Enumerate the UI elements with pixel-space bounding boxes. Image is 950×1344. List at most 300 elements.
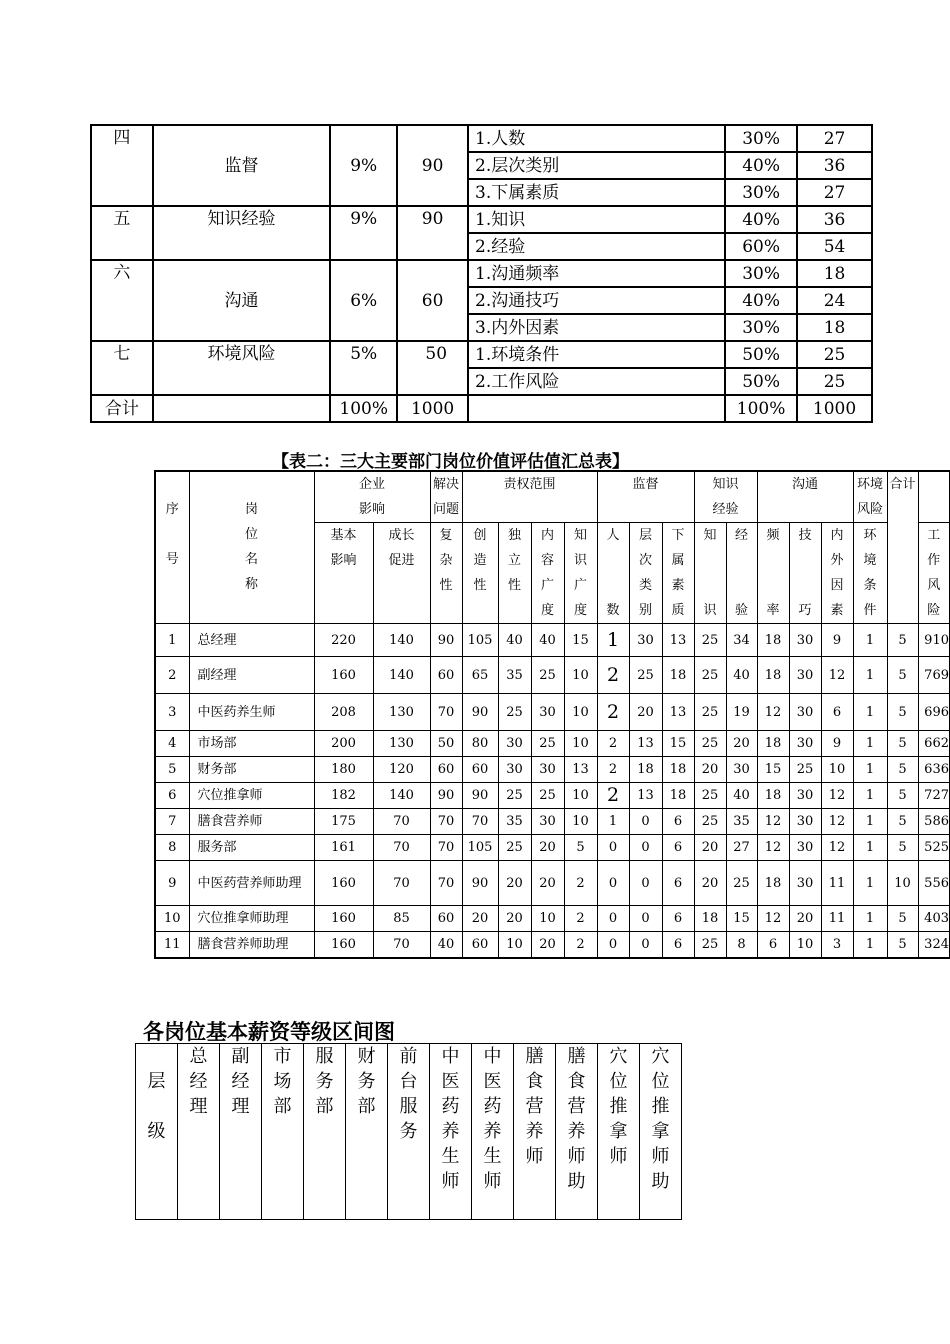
header-sub: 内 容 广 度 — [531, 523, 564, 624]
row-value: 18 — [662, 657, 694, 694]
row-value: 5 — [887, 835, 918, 861]
factor-number: 七 — [91, 341, 153, 395]
row-value: 30 — [789, 835, 821, 861]
row-value: 70 — [373, 835, 430, 861]
sub-factor-name: 2.工作风险 — [468, 368, 725, 395]
row-value: 2 — [597, 694, 629, 731]
row-value: 30 — [726, 757, 757, 783]
row-value: 5 — [887, 624, 918, 657]
sub-factor-value: 54 — [797, 233, 872, 260]
header-group: 责权范围 — [462, 471, 597, 523]
row-value: 35 — [498, 809, 531, 835]
row-value: 6 — [662, 861, 694, 906]
factor-number: 五 — [91, 206, 153, 260]
row-value: 140 — [373, 624, 430, 657]
header-sub: 知 识 — [694, 523, 726, 624]
header-group: 合计 — [887, 471, 918, 624]
row-value: 0 — [629, 809, 662, 835]
row-value: 220 — [314, 624, 373, 657]
header-no: 序 号 — [155, 471, 189, 624]
row-value: 90 — [430, 783, 462, 809]
row-value: 90 — [430, 624, 462, 657]
row-value: 10 — [564, 657, 597, 694]
row-value: 9 — [821, 731, 853, 757]
table-row — [155, 731, 950, 757]
row-value: 70 — [462, 809, 498, 835]
sub-factor-name: 2.层次类别 — [468, 152, 725, 179]
row-number: 3 — [155, 694, 189, 731]
sub-factor-percent: 40% — [725, 152, 797, 179]
row-value: 20 — [694, 757, 726, 783]
row-value: 12 — [821, 657, 853, 694]
sub-factor-name: 2.经验 — [468, 233, 725, 260]
row-value: 1 — [853, 694, 887, 731]
header-sub: 技 巧 — [789, 523, 821, 624]
post-column-header: 中 医 药 养 生 师 — [472, 1044, 514, 1220]
factor-weight: 5% — [330, 341, 397, 395]
header-group: 沟通 — [757, 471, 853, 523]
row-value: 2 — [564, 932, 597, 959]
factor-weight: 9% — [330, 206, 397, 260]
total-weight: 100% — [330, 395, 397, 422]
factor-name: 环境风险 — [153, 341, 330, 395]
row-value: 13 — [662, 694, 694, 731]
row-value: 10 — [821, 757, 853, 783]
row-value: 60 — [462, 757, 498, 783]
row-value: 727 — [918, 783, 950, 809]
row-value: 20 — [789, 906, 821, 932]
factor-row — [91, 125, 872, 152]
sub-factor-name: 3.下属素质 — [468, 179, 725, 206]
factor-row — [91, 260, 872, 287]
row-number: 2 — [155, 657, 189, 694]
row-number: 1 — [155, 624, 189, 657]
factor-name: 知识经验 — [153, 206, 330, 260]
sub-factor-name: 1.人数 — [468, 125, 725, 152]
row-number: 7 — [155, 809, 189, 835]
header-sub: 基本 影响 — [314, 523, 373, 624]
row-value: 70 — [373, 932, 430, 959]
row-post-name: 中医药养生师 — [189, 694, 314, 731]
factor-weight: 9% — [330, 125, 397, 206]
header-group: 企业 影响 — [314, 471, 430, 523]
row-value: 1 — [853, 835, 887, 861]
row-value: 30 — [531, 694, 564, 731]
empty-cell — [468, 395, 725, 422]
sub-factor-value: 27 — [797, 125, 872, 152]
header-post: 岗 位 名 称 — [189, 471, 314, 624]
post-column-header: 服 务 部 — [304, 1044, 346, 1220]
row-value: 40 — [498, 624, 531, 657]
row-post-name: 穴位推拿师 — [189, 783, 314, 809]
row-value: 5 — [887, 694, 918, 731]
row-value: 30 — [498, 731, 531, 757]
row-value: 18 — [694, 906, 726, 932]
table-row — [155, 783, 950, 809]
row-value: 35 — [498, 657, 531, 694]
row-value: 0 — [597, 932, 629, 959]
row-value: 18 — [757, 731, 789, 757]
row-value: 180 — [314, 757, 373, 783]
row-value: 30 — [789, 731, 821, 757]
empty-cell — [153, 395, 330, 422]
row-post-name: 膳食营养师 — [189, 809, 314, 835]
row-value: 2 — [597, 731, 629, 757]
row-value: 35 — [726, 809, 757, 835]
row-value: 70 — [430, 694, 462, 731]
header-sub: 层 次 类 别 — [629, 523, 662, 624]
row-value: 5 — [887, 906, 918, 932]
header-sub: 环 境 条 件 — [853, 523, 887, 624]
row-value: 10 — [564, 809, 597, 835]
row-value: 10 — [564, 694, 597, 731]
row-value: 20 — [531, 861, 564, 906]
row-value: 13 — [629, 731, 662, 757]
row-value: 30 — [629, 624, 662, 657]
row-value: 160 — [314, 932, 373, 959]
row-value: 25 — [694, 783, 726, 809]
post-column-header: 财 务 部 — [346, 1044, 388, 1220]
total-row — [91, 395, 872, 422]
row-post-name: 穴位推拿师助理 — [189, 906, 314, 932]
row-value: 105 — [462, 624, 498, 657]
row-value: 6 — [662, 906, 694, 932]
row-value: 40 — [430, 932, 462, 959]
row-value: 40 — [726, 783, 757, 809]
row-value: 70 — [373, 861, 430, 906]
row-value: 20 — [531, 835, 564, 861]
table-row — [155, 694, 950, 731]
position-value-summary-table — [154, 470, 950, 959]
factor-weight: 6% — [330, 260, 397, 341]
row-value: 20 — [531, 932, 564, 959]
row-value: 15 — [564, 624, 597, 657]
row-post-name: 副经理 — [189, 657, 314, 694]
row-value: 30 — [498, 757, 531, 783]
row-value: 30 — [789, 624, 821, 657]
evaluation-factor-table — [90, 124, 873, 423]
post-column-header: 穴 位 推 拿 师 助 — [640, 1044, 682, 1220]
header-sub: 内 外 因 素 — [821, 523, 853, 624]
row-value: 0 — [629, 861, 662, 906]
row-value: 696 — [918, 694, 950, 731]
factor-name: 沟通 — [153, 260, 330, 341]
factor-score: 50 — [397, 341, 468, 395]
row-post-name: 中医药营养师助理 — [189, 861, 314, 906]
row-value: 18 — [629, 757, 662, 783]
row-value: 12 — [757, 835, 789, 861]
row-value: 15 — [662, 731, 694, 757]
row-value: 70 — [430, 809, 462, 835]
row-value: 15 — [726, 906, 757, 932]
sub-factor-value: 27 — [797, 179, 872, 206]
row-value: 12 — [821, 809, 853, 835]
row-value: 586 — [918, 809, 950, 835]
row-value: 25 — [694, 932, 726, 959]
row-value: 18 — [757, 861, 789, 906]
table2-caption: 【表二：三大主要部门岗位价值评估值汇总表】 — [272, 452, 629, 472]
sub-factor-name: 3.内外因素 — [468, 314, 725, 341]
row-value: 20 — [498, 906, 531, 932]
sub-factor-name: 1.环境条件 — [468, 341, 725, 368]
row-value: 160 — [314, 906, 373, 932]
row-value: 0 — [597, 861, 629, 906]
row-value: 34 — [726, 624, 757, 657]
row-value: 30 — [531, 809, 564, 835]
header-group: 解决 问题 — [430, 471, 462, 523]
row-value: 25 — [531, 783, 564, 809]
row-number: 9 — [155, 861, 189, 906]
header-sub: 复 杂 性 — [430, 523, 462, 624]
header-row — [155, 471, 950, 523]
row-value: 20 — [629, 694, 662, 731]
sub-factor-value: 25 — [797, 341, 872, 368]
row-number: 6 — [155, 783, 189, 809]
sub-factor-percent: 30% — [725, 125, 797, 152]
sub-factor-name: 1.知识 — [468, 206, 725, 233]
sub-factor-percent: 30% — [725, 314, 797, 341]
table-row — [155, 657, 950, 694]
sub-factor-value: 18 — [797, 260, 872, 287]
row-value: 2 — [564, 906, 597, 932]
row-value: 1 — [853, 932, 887, 959]
row-value: 1 — [597, 809, 629, 835]
row-value: 12 — [757, 906, 789, 932]
row-value: 6 — [662, 809, 694, 835]
row-value: 13 — [662, 624, 694, 657]
row-value: 25 — [789, 757, 821, 783]
row-value: 0 — [629, 932, 662, 959]
post-column-header: 总 经 理 — [178, 1044, 220, 1220]
row-value: 11 — [821, 861, 853, 906]
row-value: 25 — [694, 694, 726, 731]
header-sub: 知 识 广 度 — [564, 523, 597, 624]
sub-factor-percent: 40% — [725, 287, 797, 314]
row-value: 5 — [887, 657, 918, 694]
row-value: 6 — [757, 932, 789, 959]
table-row — [155, 624, 950, 657]
row-value: 1 — [853, 731, 887, 757]
row-value: 1 — [853, 757, 887, 783]
sub-factor-value: 25 — [797, 368, 872, 395]
header-sub: 成长 促进 — [373, 523, 430, 624]
row-value: 25 — [498, 694, 531, 731]
row-value: 60 — [430, 906, 462, 932]
row-value: 13 — [629, 783, 662, 809]
row-value: 12 — [757, 694, 789, 731]
row-value: 636 — [918, 757, 950, 783]
row-value: 70 — [430, 835, 462, 861]
row-number: 5 — [155, 757, 189, 783]
row-value: 20 — [694, 861, 726, 906]
row-value: 15 — [757, 757, 789, 783]
factor-row — [91, 341, 872, 368]
row-value: 5 — [887, 932, 918, 959]
table-row — [155, 932, 950, 959]
sub-factor-percent: 50% — [725, 341, 797, 368]
level-header: 层 级 — [136, 1044, 178, 1220]
header-sub: 人 数 — [597, 523, 629, 624]
header-group: 知识 经验 — [694, 471, 757, 523]
salary-grade-heading: 各岗位基本薪资等级区间图 — [143, 1020, 395, 1044]
table-row — [155, 835, 950, 861]
row-value: 182 — [314, 783, 373, 809]
row-number: 11 — [155, 932, 189, 959]
factor-number: 四 — [91, 125, 153, 206]
row-value: 65 — [462, 657, 498, 694]
row-value: 0 — [629, 906, 662, 932]
row-value: 18 — [757, 783, 789, 809]
factor-row — [91, 206, 872, 233]
row-value: 11 — [821, 906, 853, 932]
row-number: 8 — [155, 835, 189, 861]
row-value: 30 — [531, 757, 564, 783]
post-column-header: 穴 位 推 拿 师 — [598, 1044, 640, 1220]
table-row — [155, 906, 950, 932]
row-value: 324 — [918, 932, 950, 959]
row-value: 6 — [662, 932, 694, 959]
row-value: 18 — [757, 624, 789, 657]
row-value: 662 — [918, 731, 950, 757]
row-value: 25 — [531, 657, 564, 694]
row-value: 5 — [564, 835, 597, 861]
row-value: 0 — [597, 835, 629, 861]
total-score: 1000 — [397, 395, 468, 422]
post-column-header: 市 场 部 — [262, 1044, 304, 1220]
sub-factor-value: 24 — [797, 287, 872, 314]
row-value: 12 — [821, 783, 853, 809]
row-value: 13 — [564, 757, 597, 783]
row-value: 8 — [726, 932, 757, 959]
row-value: 25 — [694, 624, 726, 657]
row-value: 70 — [373, 809, 430, 835]
row-value: 70 — [430, 861, 462, 906]
row-value: 60 — [462, 932, 498, 959]
sub-factor-name: 2.沟通技巧 — [468, 287, 725, 314]
row-value: 130 — [373, 731, 430, 757]
row-value: 10 — [564, 783, 597, 809]
table-row — [155, 757, 950, 783]
row-value: 20 — [498, 861, 531, 906]
row-value: 18 — [662, 757, 694, 783]
header-sub: 下 属 素 质 — [662, 523, 694, 624]
row-value: 0 — [597, 906, 629, 932]
row-value: 3 — [821, 932, 853, 959]
row-value: 1 — [853, 624, 887, 657]
row-value: 9 — [821, 624, 853, 657]
row-value: 50 — [430, 731, 462, 757]
row-post-name: 财务部 — [189, 757, 314, 783]
row-value: 2 — [597, 757, 629, 783]
post-column-header: 前 台 服 务 — [388, 1044, 430, 1220]
row-value: 1 — [853, 861, 887, 906]
row-post-name: 服务部 — [189, 835, 314, 861]
row-value: 25 — [498, 835, 531, 861]
header-group: 监督 — [597, 471, 694, 523]
row-number: 10 — [155, 906, 189, 932]
row-value: 90 — [462, 861, 498, 906]
row-value: 0 — [629, 835, 662, 861]
post-column-header: 副 经 理 — [220, 1044, 262, 1220]
sub-factor-value: 36 — [797, 152, 872, 179]
post-column-header: 中 医 药 养 生 师 — [430, 1044, 472, 1220]
row-value: 25 — [726, 861, 757, 906]
row-post-name: 市场部 — [189, 731, 314, 757]
row-value: 1 — [853, 906, 887, 932]
row-value: 2 — [564, 861, 597, 906]
row-value: 105 — [462, 835, 498, 861]
header-sub: 独 立 性 — [498, 523, 531, 624]
row-value: 25 — [498, 783, 531, 809]
row-value: 60 — [430, 657, 462, 694]
row-value: 2 — [597, 657, 629, 694]
table-row — [155, 861, 950, 906]
row-value: 5 — [887, 809, 918, 835]
row-value: 175 — [314, 809, 373, 835]
salary-grade-table — [135, 1043, 682, 1220]
sub-factor-name: 1.沟通频率 — [468, 260, 725, 287]
row-value: 769 — [918, 657, 950, 694]
row-value: 40 — [531, 624, 564, 657]
row-value: 5 — [887, 783, 918, 809]
sub-factor-value: 18 — [797, 314, 872, 341]
factor-name: 监督 — [153, 125, 330, 206]
row-value: 90 — [462, 783, 498, 809]
row-post-name: 膳食营养师助理 — [189, 932, 314, 959]
row-value: 556 — [918, 861, 950, 906]
header-sub: 工 作 风 险 — [918, 523, 950, 624]
total-label: 合计 — [91, 395, 153, 422]
row-value: 30 — [789, 809, 821, 835]
header-sub: 经 验 — [726, 523, 757, 624]
row-value: 1 — [597, 624, 629, 657]
row-value: 208 — [314, 694, 373, 731]
total-percent: 100% — [725, 395, 797, 422]
row-value: 140 — [373, 783, 430, 809]
post-column-header: 膳 食 营 养 师 — [514, 1044, 556, 1220]
row-value: 25 — [694, 657, 726, 694]
total-value: 1000 — [797, 395, 872, 422]
row-value: 18 — [662, 783, 694, 809]
header-sub: 创 造 性 — [462, 523, 498, 624]
row-value: 1 — [853, 809, 887, 835]
row-value: 140 — [373, 657, 430, 694]
row-value: 910 — [918, 624, 950, 657]
factor-score: 60 — [397, 260, 468, 341]
row-value: 20 — [726, 731, 757, 757]
row-value: 27 — [726, 835, 757, 861]
table-row — [155, 809, 950, 835]
row-value: 25 — [629, 657, 662, 694]
row-post-name: 总经理 — [189, 624, 314, 657]
row-value: 25 — [531, 731, 564, 757]
row-value: 2 — [597, 783, 629, 809]
post-column-header: 膳 食 营 养 师 助 — [556, 1044, 598, 1220]
row-value: 20 — [462, 906, 498, 932]
header-sub: 频 率 — [757, 523, 789, 624]
row-value: 90 — [462, 694, 498, 731]
row-value: 30 — [789, 657, 821, 694]
sub-factor-value: 36 — [797, 206, 872, 233]
row-value: 30 — [789, 694, 821, 731]
row-value: 20 — [694, 835, 726, 861]
sub-factor-percent: 30% — [725, 179, 797, 206]
row-value: 12 — [821, 835, 853, 861]
row-value: 12 — [757, 809, 789, 835]
row-value: 1 — [853, 783, 887, 809]
row-value: 1 — [853, 657, 887, 694]
row-value: 160 — [314, 657, 373, 694]
